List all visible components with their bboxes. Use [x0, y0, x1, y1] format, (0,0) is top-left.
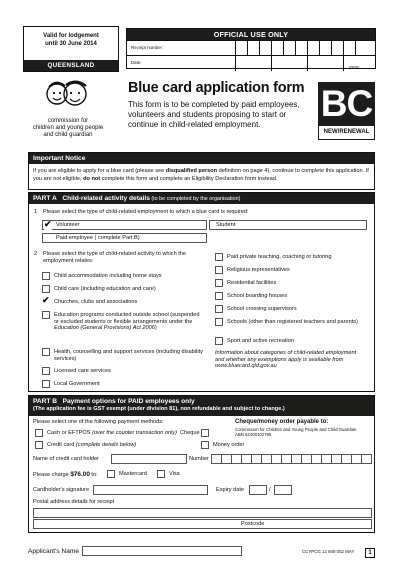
expiry-month-input[interactable]	[249, 485, 267, 495]
label-residential: Residential facilities	[227, 280, 277, 286]
check-icon: ✔	[44, 219, 52, 229]
notice-t5: complete this form and complete an Eligibility Declaration form instead.	[100, 176, 278, 182]
label-crossing: School crossing supervisors	[227, 306, 297, 312]
notice-title: Important Notice	[29, 153, 374, 164]
label-credit-card	[47, 442, 136, 449]
receipt-number-cells[interactable]	[235, 41, 367, 56]
option-student[interactable]: Student	[209, 220, 367, 230]
signature-input[interactable]	[93, 485, 208, 495]
date-label: Date:	[131, 60, 142, 65]
state-badge: QUEENSLAND	[24, 60, 118, 71]
label-eftpos	[47, 430, 177, 437]
official-use-box	[126, 28, 376, 69]
label-licensed-care: Licensed care services	[54, 368, 111, 374]
checkbox-local-government[interactable]	[42, 380, 50, 388]
part-a-subtitle: (to be completed by the organisation)	[149, 196, 241, 202]
label-expiry: Expiry date	[216, 487, 244, 493]
checkbox-private-teaching[interactable]	[215, 253, 223, 261]
label-religious: Religious representatives	[227, 267, 290, 273]
eftpos-text: Cash or EFTPOS	[47, 430, 93, 436]
checkbox-money-order[interactable]	[201, 441, 209, 449]
label-postal-address: Postal address details for receipt	[33, 499, 115, 505]
checkbox-religious[interactable]	[215, 266, 223, 274]
checkbox-sport[interactable]	[215, 337, 223, 345]
form-code: CCYPCG 12 849 052 MAY	[302, 549, 355, 554]
validity-line1: Valid for lodgement	[43, 33, 99, 39]
education-label-text: Education programs conducted outside school (suspended or excluded students or flexible arrangements under the	[54, 312, 200, 325]
org-line3: and child guardian	[43, 132, 93, 138]
checkbox-schools[interactable]	[215, 318, 223, 326]
label-card-number: Number	[189, 456, 209, 462]
applicant-name-input[interactable]	[82, 546, 242, 556]
validity-box	[23, 26, 119, 72]
info-text: Information about categories of child-related employment and whether any exemptions apply is available from www.bluecard.qld.gov.au	[215, 350, 357, 370]
checkbox-licensed-care[interactable]	[42, 367, 50, 375]
credit-note: (complete details below)	[75, 442, 137, 448]
charge-amount: $76.00	[70, 471, 90, 478]
label-signature: Cardholder's signature	[33, 487, 90, 493]
part-b-section	[28, 395, 375, 533]
q1-text: Please select the type of child-related employment to which a blue card is required:	[43, 209, 249, 215]
notice-t3: definition on page 4), continue to complete this application. If you are not eligible,	[33, 168, 369, 182]
part-a-header	[29, 193, 374, 204]
label-visa: Visa	[169, 471, 180, 477]
date-row	[127, 55, 375, 70]
part-b-subtitle: (The application fee is GST exempt (under division 81), non refundable and subject to change.)	[33, 406, 285, 412]
validity-line2: until 30 June 2014	[45, 41, 97, 47]
education-act-name: Education (General Provisions) Act 2006	[54, 325, 155, 332]
checkbox-cheque[interactable]	[201, 429, 209, 437]
label-mastercard: Mastercard	[119, 471, 147, 477]
postal-address-input[interactable]	[33, 508, 372, 518]
label-boarding: School boarding houses	[227, 293, 288, 299]
part-a-label: PART A	[33, 195, 57, 202]
label-sport: Sport and active recreation	[227, 338, 294, 344]
applicant-name-label: Applicant's Name	[28, 548, 80, 555]
label-churches: Churches, clubs and associations	[54, 299, 138, 305]
bc-letters: BC	[320, 83, 373, 124]
checkbox-churches[interactable]	[42, 295, 50, 306]
form-title: Blue card application form	[128, 80, 305, 96]
expiry-separator: /	[269, 487, 271, 493]
checkbox-visa[interactable]	[157, 470, 165, 478]
label-education-programs	[54, 312, 204, 332]
receipt-number-row	[127, 40, 375, 55]
label-local-government: Local Government	[54, 381, 100, 387]
charge-pre: Please charge	[33, 472, 71, 478]
checkbox-education-programs[interactable]	[42, 311, 50, 319]
checkbox-credit-card[interactable]	[35, 441, 43, 449]
bc-badge	[318, 82, 375, 140]
commission-logo-icon	[44, 79, 90, 113]
notice-t4: do not	[83, 176, 101, 182]
part-b-header	[29, 396, 374, 416]
checkbox-health[interactable]	[42, 348, 50, 356]
option-paid-employee[interactable]: Paid employee ( complete Part B)	[42, 233, 207, 243]
education-label-end: )	[154, 325, 157, 332]
notice-text	[33, 167, 373, 183]
eftpos-note: (over the counter transaction only)	[92, 430, 177, 436]
label-child-accommodation: Child accommodation including home stays	[54, 273, 162, 279]
charge-post: to:	[89, 472, 98, 478]
q2-text: Please select the type of child-related activity to which the employment relates:	[43, 251, 187, 264]
label-health: Health, counselling and support services (including disability services)	[54, 349, 203, 362]
payable-title: Cheque/money order payable to:	[235, 419, 329, 425]
label-schools: Schools (other than registered teachers and parents)	[227, 319, 358, 325]
card-number-input[interactable]	[211, 454, 372, 464]
label-child-care: Child care (including education and care)	[54, 286, 156, 292]
label-private-teaching: Paid private teaching, coaching or tutoring	[227, 254, 332, 260]
org-line1: commission for	[47, 118, 89, 124]
checkbox-residential[interactable]	[215, 279, 223, 287]
q1-number: 1	[34, 209, 38, 215]
label-postcode: Postcode	[241, 521, 265, 527]
check-icon: ✔	[42, 295, 50, 305]
org-line2: children and young people	[32, 125, 104, 131]
checkbox-boarding[interactable]	[215, 292, 223, 300]
notice-t2: disqualified person	[165, 168, 218, 174]
card-holder-input[interactable]	[111, 454, 187, 464]
expiry-year-input[interactable]	[274, 485, 292, 495]
checkbox-child-care[interactable]	[42, 285, 50, 293]
form-intro: This form is to be completed by paid employees, volunteers and students proposing to start or continue in child-related employment.	[128, 100, 300, 129]
credit-text: Credit card	[47, 442, 76, 448]
q2-number: 2	[34, 251, 38, 257]
checkbox-eftpos[interactable]	[35, 429, 43, 437]
payment-select-label: Please select one of the following payment methods:	[33, 419, 164, 425]
organisation-name	[18, 118, 118, 139]
part-a-title: Child-related activity details	[62, 195, 150, 202]
important-notice	[28, 152, 375, 190]
validity-text	[24, 32, 118, 48]
new-renewal-label: NEW/RENEWAL	[319, 126, 374, 139]
page-number: 1	[365, 548, 375, 558]
checkbox-mastercard[interactable]	[107, 470, 115, 478]
part-b-title: Payment options for PAID employees only	[62, 398, 195, 405]
notice-t1: If you are eligible to apply for a blue card (please see	[33, 168, 166, 174]
part-b-label: PART B	[33, 398, 58, 405]
part-a-section	[28, 192, 375, 392]
option-volunteer-label: Volunteer	[56, 222, 80, 228]
checkbox-child-accommodation[interactable]	[42, 272, 50, 280]
receipt-number-label: Receipt number :	[131, 45, 165, 50]
label-card-holder: Name of credit card holder	[33, 456, 99, 462]
payable-line2: ABN 52400102796	[235, 432, 272, 437]
label-charge	[33, 471, 98, 479]
date-format-hint: mmyy	[349, 64, 359, 69]
checkbox-crossing[interactable]	[215, 305, 223, 313]
payable-line1: Commission for Children and Young People and Child Guardian	[235, 427, 357, 432]
label-money-order: Money order	[213, 442, 245, 448]
option-volunteer[interactable]	[42, 220, 207, 230]
postcode-input[interactable]	[33, 519, 372, 529]
label-cheque: Cheque	[180, 430, 200, 436]
official-use-title: OFFICIAL USE ONLY	[127, 29, 375, 40]
